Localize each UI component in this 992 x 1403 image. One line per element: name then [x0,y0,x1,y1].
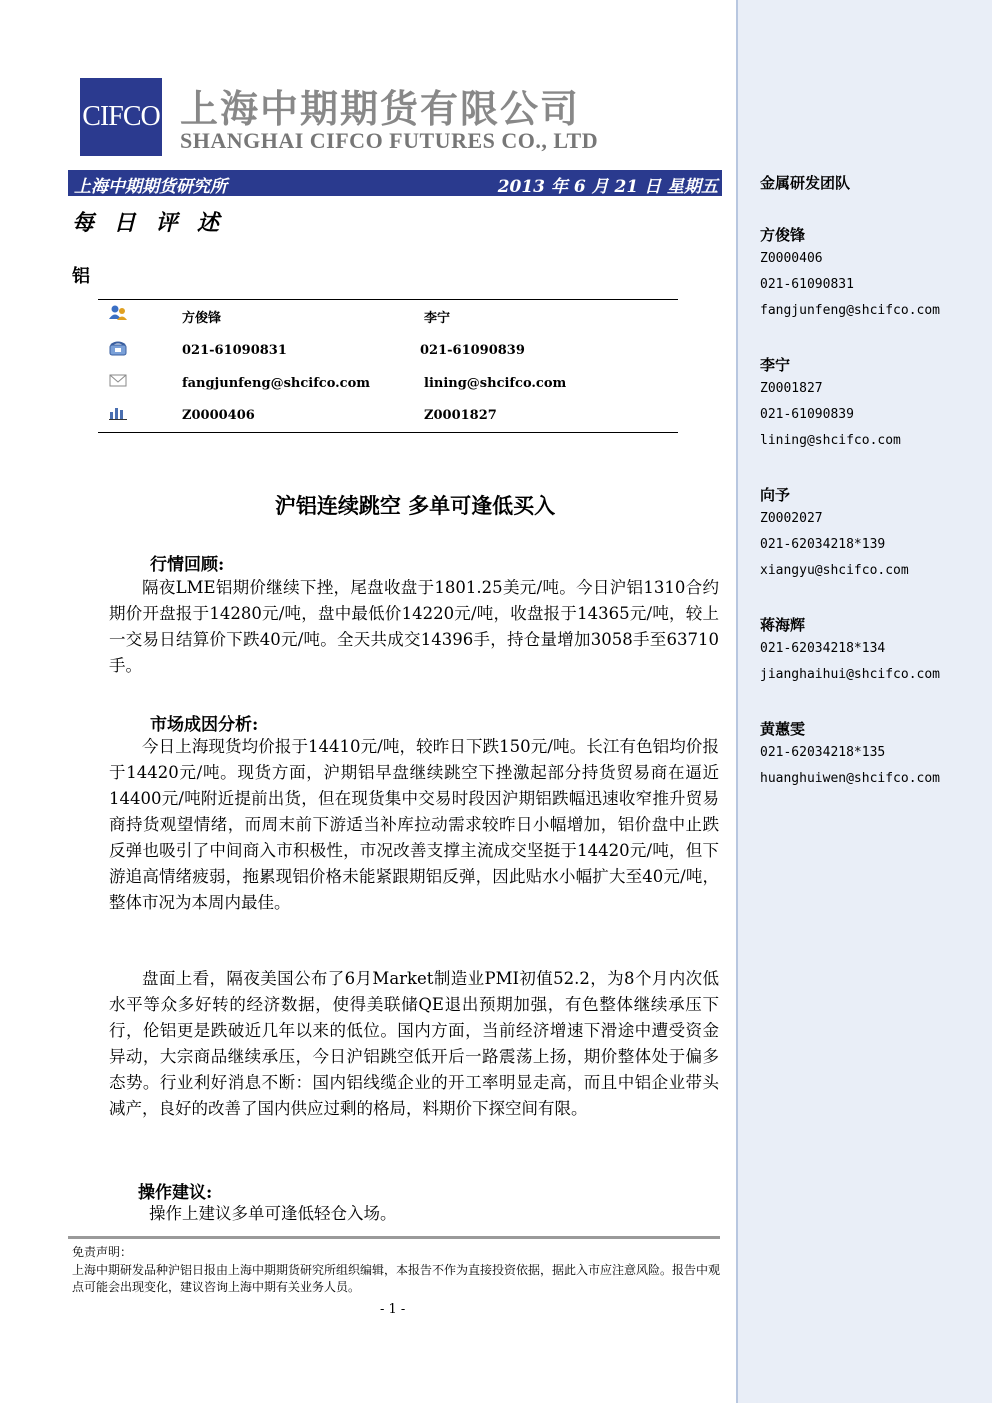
member-email[interactable]: xiangyu@shcifco.com [760,563,909,578]
disclaimer-text: 上海中期研发品种沪铝日报由上海中期期货研究所组织编辑，本报告不作为直接投资依据，据此入市应注意风险。报告中观点可能会出现变化，建议咨询上海中期有关业务人员。 [72,1263,721,1294]
mail-icon [108,372,128,388]
member-name: 李宁 [760,356,791,374]
person-icon [108,304,128,320]
paragraph-advice: 操作上建议多单可逢低轻仓入场。 [149,1204,397,1223]
member-email[interactable]: huanghuiwen@shcifco.com [760,771,941,786]
section-heading-analysis: 市场成因分析: [150,715,259,735]
analyst1-phone: 021-61090831 [182,343,287,358]
analyst1-name: 方俊锋 [182,311,222,326]
report-type: 每 日 评 述 [72,210,225,236]
member-phone: 021-62034218*134 [760,641,886,656]
member-email[interactable]: jianghaihui@shcifco.com [760,667,941,682]
member-phone: 021-61090831 [760,277,854,292]
member-phone: 021-62034218*139 [760,537,886,552]
member-name: 蒋海辉 [760,616,806,634]
page-number: - 1 - [380,1302,406,1317]
member-id: Z0000406 [760,251,823,266]
member-id: Z0001827 [760,381,823,396]
member-email[interactable]: fangjunfeng@shcifco.com [760,303,941,318]
contact-bottom-rule [98,432,678,433]
report-metal: 铝 [72,266,90,287]
header-banner [68,170,722,196]
member-phone: 021-61090839 [760,407,854,422]
company-logo: CIFCO [80,78,162,156]
member-email[interactable]: lining@shcifco.com [760,433,901,448]
analyst2-email[interactable]: lining@shcifco.com [424,376,567,391]
member-phone: 021-62034218*135 [760,745,886,760]
paragraph-analysis-2: 盘面上看，隔夜美国公布了6月Market制造业PMI初值52.2，为8个月内次低水平等众多好转的经济数据，使得美联储QE退出预期加强，有色整体继续承压下行，伦铝更是跌破近几年以来的低位。国内方面，当前经济增速下滑途中遭受资金异动，大宗商品继续承压，今日沪铝跳空低开后一路震荡上扬，期价整体处于偏多态势。行业利好消息不断：国内铝线缆企业的开工率明显走高，而且中铝企业带头减产，良好的改善了国内供应过剩的格局，料期价下探空间有限。 [109,969,719,1118]
phone-icon [108,340,128,356]
company-name-cn: 上海中期期货有限公司 [180,87,581,131]
section-heading-advice: 操作建议: [138,1183,213,1203]
member-name: 黄蕙雯 [760,720,806,738]
company-name-en: SHANGHAI CIFCO FUTURES CO., LTD [180,128,599,153]
analyst2-id: Z0001827 [424,408,497,423]
banner-org: 上海中期期货研究所 [74,177,227,197]
chart-icon [108,404,128,420]
member-name: 方俊锋 [760,226,806,244]
article-title: 沪铝连续跳空 多单可逢低买入 [274,493,556,518]
contact-top-rule [98,299,678,300]
analyst2-phone: 021-61090839 [420,343,525,358]
disclaimer-label: 免责声明： [72,1245,133,1259]
paragraph-review: 隔夜LME铝期价继续下挫，尾盘收盘于1801.25美元/吨。今日沪铝1310合约期价开盘报于14280元/吨，盘中最低价14220元/吨，收盘报于14365元/吨，较上一交易日结算价下跌40元/吨。全天共成交14396手，持仓量增加3058手至63710手。 [109,578,719,675]
member-id: Z0002027 [760,511,823,526]
analyst1-email[interactable]: fangjunfeng@shcifco.com [182,376,371,391]
disclaimer-rule [68,1236,720,1239]
sidebar [736,0,992,1403]
analyst1-id: Z0000406 [182,408,255,423]
banner-date: 2013 年 6 月 21 日 星期五 [497,177,718,197]
analyst2-name: 李宁 [424,311,451,326]
paragraph-analysis-1: 今日上海现货均价报于14410元/吨，较昨日下跌150元/吨。长江有色铝均价报于14420元/吨。现货方面，沪期铝早盘继续跳空下挫激起部分持货贸易商在逼近14400元/吨附近提前出货，但在现货集中交易时段因沪期铝跌幅迅速收窄推升贸易商持货观望情绪，而周末前下游适当补库拉动需求较昨日小幅增加，铝价盘中止跌反弹也吸引了中间商入市积极性，市况改善支撑主流成交坚挺于14420元/吨，但下游追高情绪疲弱，拖累现铝价格未能紧跟期铝反弹，因此贴水小幅扩大至40元/吨，整体市况为本周内最佳。 [109,737,719,912]
section-heading-review: 行情回顾: [150,555,225,575]
member-name: 向予 [760,486,791,504]
sidebar-heading: 金属研发团队 [760,174,851,192]
